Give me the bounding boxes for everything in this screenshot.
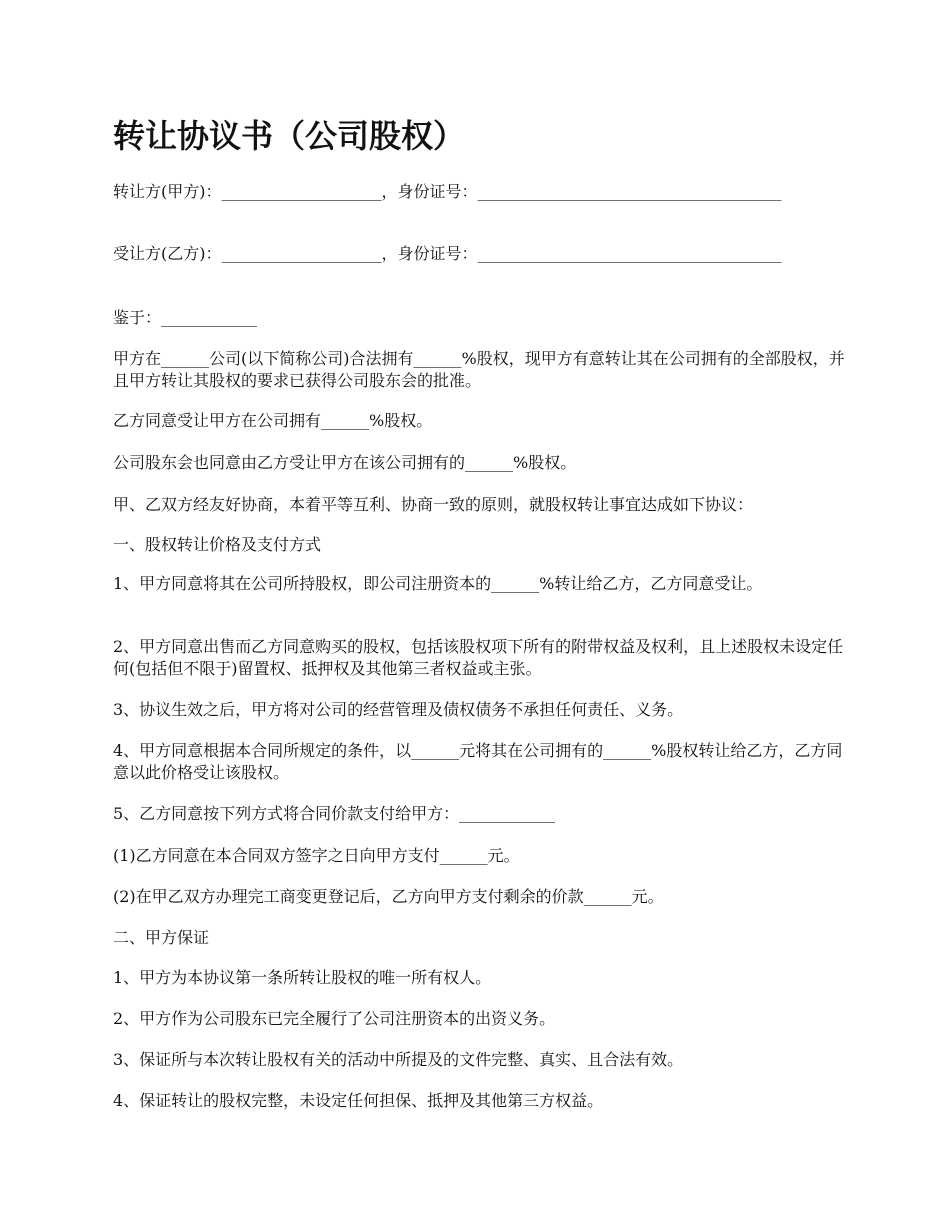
clause: 5、乙方同意按下列方式将合同价款支付给甲方：____________	[113, 804, 556, 823]
section-heading: 二、甲方保证	[113, 928, 210, 947]
clause: (1)乙方同意在本合同双方签字之日向甲方支付______元。	[113, 846, 520, 865]
paragraph: 乙方同意受让甲方在公司拥有______%股权。	[113, 411, 433, 430]
clause: 4、甲方同意根据本合同所规定的条件，以______元将其在公司拥有的______%股权转让给乙方，乙方同意以此价格受让该股权。	[113, 741, 843, 782]
clause: (2)在甲乙双方办理完工商变更登记后，乙方向甲方支付剩余的价款______元。	[113, 887, 664, 906]
document-title: 转让协议书（公司股权）	[113, 117, 466, 155]
paragraph: 甲、乙双方经友好协商，本着平等互利、协商一致的原则，就股权转让事宜达成如下协议：	[113, 495, 754, 514]
party-b-line: 受让方(乙方)：____________________，身份证号：______________________________________	[113, 244, 782, 263]
clause: 1、甲方同意将其在公司所持股权，即公司注册资本的______%转让给乙方，乙方同意受让。	[113, 574, 763, 593]
party-a-line: 转让方(甲方)：____________________，身份证号：______________________________________	[113, 182, 782, 201]
clause: 3、保证所与本次转让股权有关的活动中所提及的文件完整、真实、且合法有效。	[113, 1050, 684, 1069]
clause: 1、甲方为本协议第一条所转让股权的唯一所有权人。	[113, 968, 492, 987]
paragraph: 甲方在______公司(以下简称公司)合法拥有______%股权，现甲方有意转让其在公司拥有的全部股权，并且甲方转让其股权的要求已获得公司股东会的批准。	[113, 349, 845, 390]
clause: 2、甲方作为公司股东已完全履行了公司注册资本的出资义务。	[113, 1009, 556, 1028]
whereas-line: 鉴于：____________	[113, 308, 258, 327]
paragraph: 公司股东会也同意由乙方受让甲方在该公司拥有的______%股权。	[113, 453, 577, 472]
clause: 4、保证转让的股权完整，未设定任何担保、抵押及其他第三方权益。	[113, 1091, 604, 1110]
clause: 2、甲方同意出售而乙方同意购买的股权，包括该股权项下所有的附带权益及权利，且上述股权未设定任何(包括但不限于)留置权、抵押权及其他第三者权益或主张。	[113, 637, 844, 678]
clause: 3、协议生效之后，甲方将对公司的经营管理及债权债务不承担任何责任、义务。	[113, 700, 684, 719]
section-heading: 一、股权转让价格及支付方式	[113, 535, 322, 554]
